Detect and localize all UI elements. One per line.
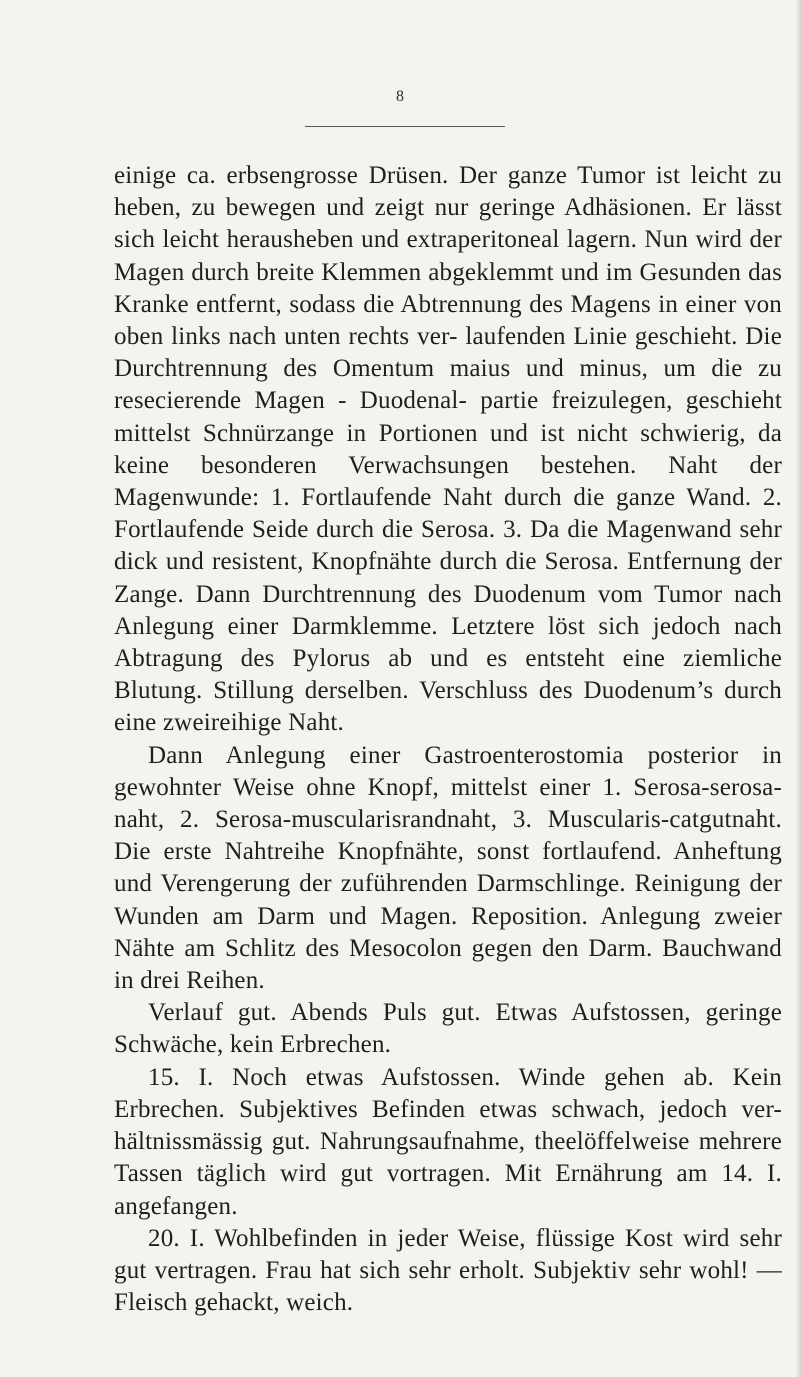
paragraph-gastroenterostomy: Dann Anlegung einer Gastroenterostomia posterior in gewohnter Weise ohne Knopf, mittelst einer 1. Serosa-serosa- naht, 2. Serosa-muscularisrandnaht, 3. Muscularis-catgutnaht. Die erste Nahtreihe Knopfnähte, sonst fortlaufend. Anheftung und Verengerung der zuführenden Darmschlinge. Reinigung der Wunden am Darm und Magen. Reposition. Anlegung zweier Nähte am Schlitz des Mesocolon gegen den Darm. Bauchwand in drei Reihen. (114, 741, 782, 995)
page-edge-shadow (795, 0, 801, 1377)
body-text (114, 160, 782, 1319)
paragraph-course: Verlauf gut. Abends Puls gut. Etwas Aufstossen, geringe Schwäche, kein Erbrechen. (114, 999, 782, 1059)
paragraph-day-15: 15. I. Noch etwas Aufstossen. Winde gehen ab. Kein Erbrechen. Subjektives Befinden etwas schwach, jedoch ver- hältnissmässig gut. Nahrungsaufnahme, theelöffelweise mehrere Tassen täglich wird gut vortragen. Mit Ernährung am 14. I. angefangen. (114, 1063, 782, 1220)
paragraph-operation-description: einige ca. erbsengrosse Drüsen. Der ganze Tumor ist leicht zu heben, zu bewegen und zeigt nur geringe Adhäsionen. Er lässt sich leicht herausheben und extraperitoneal lagern. Nun wird der Magen durch breite Klemmen abgeklemmt und im Gesunden das Kranke entfernt, sodass die Abtrennung des Magens in einer von oben links nach unten rechts ver- laufenden Linie geschieht. Die Durchtrennung des Omentum maius und minus, um die zu resecierende Magen - Duodenal- partie freizulegen, geschieht mittelst Schnürzange in Portionen und ist nicht schwierig, da keine besonderen Verwachsungen bestehen. Naht der Magenwunde: 1. Fortlaufende Naht durch die ganze Wand. 2. Fortlaufende Seide durch die Serosa. 3. Da die Magenwand sehr dick und resistent, Knopfnähte durch die Serosa. Entfernung der Zange. Dann Durchtrennung des Duodenum vom Tumor nach Anlegung einer Darmklemme. Letztere löst sich jedoch nach Abtragung des Pylorus ab und es entsteht eine ziemliche Blutung. Stillung derselben. Verschluss des Duodenum’s durch eine zweireihige Naht. (114, 162, 782, 737)
header-rule (305, 126, 505, 127)
page-number: 8 (396, 88, 405, 105)
paragraph-day-20: 20. I. Wohlbefinden in jeder Weise, flüssige Kost wird sehr gut vertragen. Frau hat sich sehr erholt. Subjektiv sehr wohl! — Fleisch gehackt, weich. (114, 1224, 782, 1317)
